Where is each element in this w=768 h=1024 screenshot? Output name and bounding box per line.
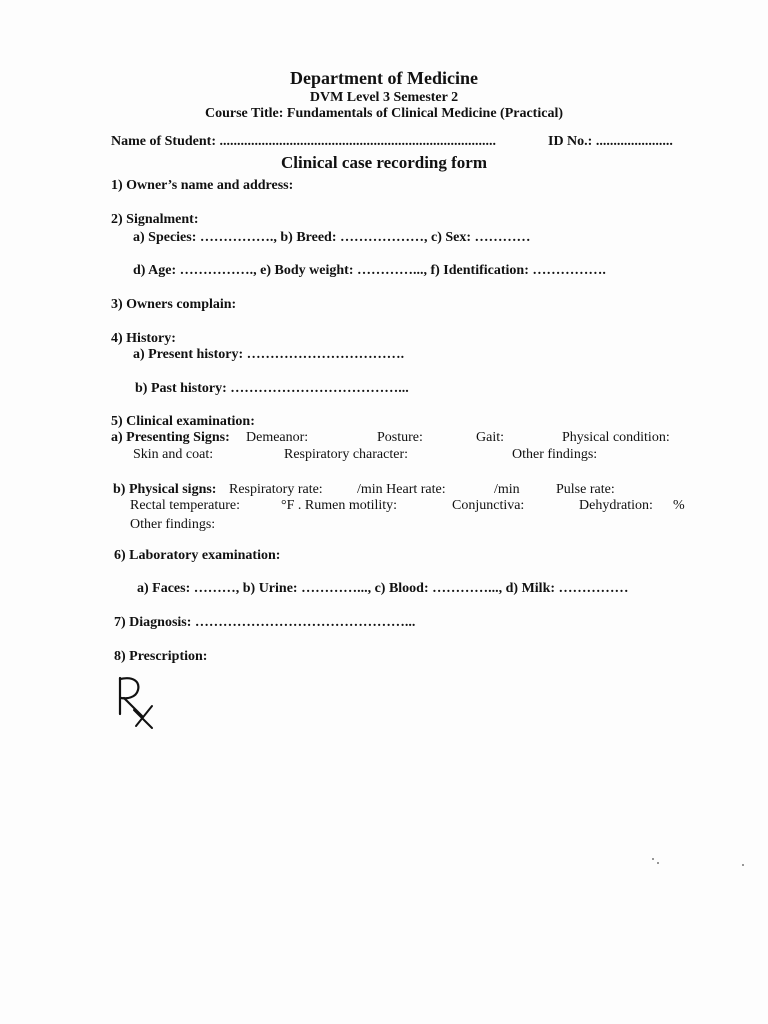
scan-speck: [652, 858, 654, 860]
pulse-rate-field[interactable]: Pulse rate:: [556, 482, 615, 497]
form-title: Clinical case recording form: [280, 153, 487, 172]
lab-samples-fields[interactable]: a) Faces: ………, b) Urine: …………..., c) Blood: …………..., d) Milk: ……………: [137, 581, 629, 596]
gait-field[interactable]: Gait:: [476, 430, 504, 445]
skin-coat-field[interactable]: Skin and coat:: [133, 447, 214, 462]
signalment-heading: 2) Signalment:: [111, 212, 199, 227]
respiratory-rate-field[interactable]: Respiratory rate:: [229, 482, 323, 497]
physical-signs-label: b) Physical signs:: [113, 482, 217, 497]
course-title: Course Title: Fundamentals of Clinical Medicine (Practical): [205, 106, 563, 121]
diagnosis-field[interactable]: 7) Diagnosis: ………………………………………...: [114, 615, 416, 630]
student-name-field[interactable]: Name of Student: ...............................................................................: [111, 134, 496, 149]
species-breed-sex-fields[interactable]: a) Species: ……………., b) Breed: ………………, c) Sex: …………: [133, 230, 531, 245]
presenting-signs-label: a) Presenting Signs:: [111, 430, 230, 445]
dehydration-field[interactable]: Dehydration:: [579, 498, 653, 513]
demeanor-field[interactable]: Demeanor:: [246, 430, 309, 445]
physical-other-findings-field[interactable]: Other findings:: [130, 517, 216, 532]
past-history-field[interactable]: b) Past history: ………………………………...: [135, 381, 409, 396]
scan-speck: [657, 862, 659, 864]
rx-symbol-icon: [112, 672, 162, 732]
present-history-field[interactable]: a) Present history: …………………………….: [133, 347, 405, 362]
heart-rate-unit: /min: [494, 482, 520, 497]
posture-field[interactable]: Posture:: [377, 430, 423, 445]
age-weight-id-fields[interactable]: d) Age: ……………., e) Body weight: …………..., f) Identification: …………….: [133, 263, 606, 278]
laboratory-heading: 6) Laboratory examination:: [114, 548, 281, 563]
dehydration-percent-unit: %: [673, 498, 685, 513]
physical-condition-field[interactable]: Physical condition:: [562, 430, 670, 445]
owner-name-address-field[interactable]: 1) Owner’s name and address:: [111, 178, 294, 193]
presenting-other-findings-field[interactable]: Other findings:: [512, 447, 598, 462]
rumen-motility-field[interactable]: °F . Rumen motility:: [281, 498, 398, 513]
rectal-temperature-field[interactable]: Rectal temperature:: [130, 498, 240, 513]
prescription-heading: 8) Prescription:: [114, 649, 208, 664]
respiratory-character-field[interactable]: Respiratory character:: [284, 447, 408, 462]
owners-complain-field[interactable]: 3) Owners complain:: [111, 297, 237, 312]
conjunctiva-field[interactable]: Conjunctiva:: [452, 498, 525, 513]
level-subtitle: DVM Level 3 Semester 2: [309, 90, 459, 105]
department-title: Department of Medicine: [290, 68, 478, 88]
history-heading: 4) History:: [111, 331, 176, 346]
scan-speck: [742, 864, 744, 866]
heart-rate-field[interactable]: /min Heart rate:: [357, 482, 446, 497]
clinical-exam-heading: 5) Clinical examination:: [111, 414, 255, 429]
student-id-field[interactable]: ID No.: ......................: [548, 134, 673, 149]
